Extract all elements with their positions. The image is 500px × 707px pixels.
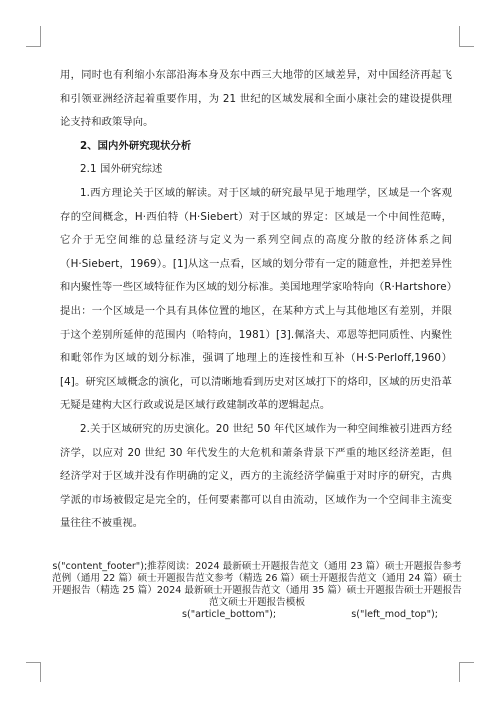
crop-mark-top-left-h: [26, 46, 41, 47]
paragraph-history: 2.关于区域研究的历史演化。20 世纪 50 年代区域作为一种空间维被引进西方经济学，以应对 20 世纪 30 年代发生的大危机和萧条背景下严重的地区经济差距，但经济学对于区域并没有作明确的定义，西方的主流经济学偏重于对时序的研究，古典学派的市场被假定是完全的，任何要素都可以自由流动，区域作为一个空间非主流变量往往不被重视。: [60, 422, 452, 530]
crop-mark-bottom-left-v: [40, 662, 41, 682]
crop-mark-top-right-v: [459, 26, 460, 46]
crop-mark-top-left-v: [40, 26, 41, 46]
footer-recommended-links[interactable]: s("content_footer");推荐阅读：2024 最新硕士开题报告范文（通用 23 篇）硕士开题报告参考范例（通用 22 篇）硕士开题报告范文参考（精选 26 篇）硕士开题报告范文（通用 24 篇）硕士开题报告（精选 25 篇）2024 最新硕士开题报告范文（通用 35 篇）硕士开题报告硕士开题报告范文硕士开题报告模板: [52, 561, 462, 608]
document-body: [60, 64, 452, 536]
footer-left-mod-top: s("left_mod_top");: [351, 609, 438, 620]
footer-code-row: [52, 609, 462, 621]
crop-mark-bottom-right-v: [459, 662, 460, 682]
crop-mark-top-right-h: [459, 46, 474, 47]
paragraph-intro-continuation: 用，同时也有利缩小东部沿海本身及东中西三大地带的区域差异，对中国经济再起飞和引领亚洲经济起着重要作用，为 21 世纪的区域发展和全面小康社会的建设提供理论支持和政策导向。: [60, 69, 452, 129]
paragraph-western-theory: 1.西方理论关于区域的解读。对于区域的研究最早见于地理学，区域是一个客观存的空间概念，H·西伯特（H·Siebert）对于区域的界定：区域是一个中间性范畴，它介于无空间维的总量经济与定义为一系列空间点的高度分散的经济体系之间（H·Siebert，1969）。[1]从这一点看，区域的划分带有一定的随意性，并把差异性和内聚性等一些区域特征作为区域的划分标准。美国地理学家哈特向（R·Hartshore）提出：一个区域是一个具有具体位置的地区，在某种方式上与其他地区有差别，并限于这个差别所延伸的范围内（哈特向，1981）[3].佩洛夫、邓恩等把同质性、内聚性和毗邻作为区域的划分标准，强调了地理上的连接性和互补（H·S·Perloff,1960）[4]。研究区域概念的演化，可以清晰地看到历史对区域打下的烙印，区域的历史沿革无疑是建构大区行政或说是区域行政建制改革的逻辑起点。: [60, 186, 452, 412]
recommended-reading-footer: [52, 561, 462, 621]
crop-mark-bottom-left-h: [26, 662, 41, 663]
section-heading: 2、国内外研究现状分析: [80, 139, 192, 152]
footer-article-bottom: s("article_bottom");: [182, 609, 277, 620]
subsection-heading: 2.1 国外研究综述: [80, 163, 163, 176]
crop-mark-bottom-right-h: [459, 662, 474, 663]
